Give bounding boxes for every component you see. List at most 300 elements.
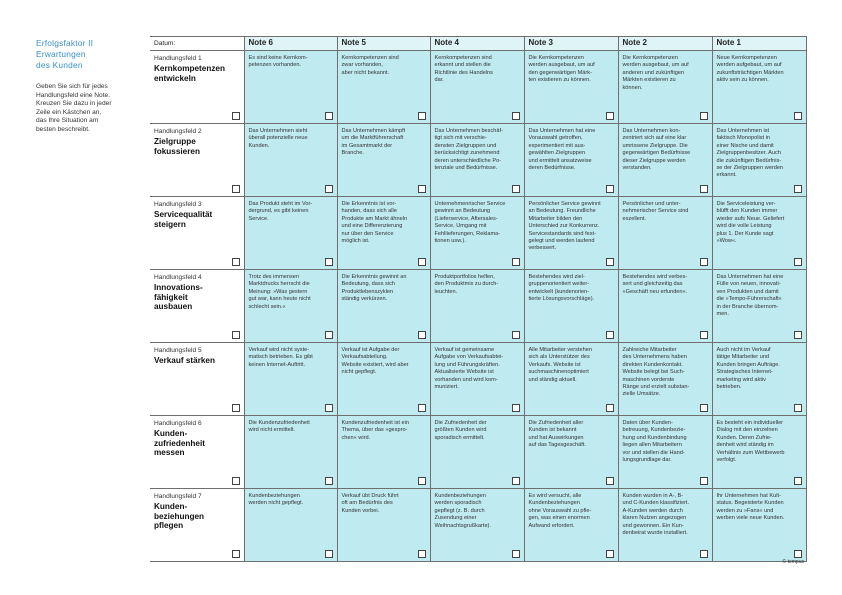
checkbox[interactable] — [606, 477, 614, 485]
grade-description-line: direkten Kundenkontakt. — [622, 361, 683, 368]
grade-description-line: werden ausgebaut, um auf — [528, 62, 595, 69]
checkbox[interactable] — [700, 112, 708, 120]
field-name-line: steigern — [154, 219, 186, 229]
grade-description-cell[interactable] — [244, 343, 337, 416]
grade-description-cell[interactable] — [244, 270, 337, 343]
grade-description-line: Die Serviceleistung ver- — [716, 201, 776, 207]
grade-description-cell[interactable] — [337, 343, 430, 416]
grade-description-cell[interactable] — [337, 124, 430, 197]
grade-description-line: tionen usw.). — [434, 238, 466, 245]
grade-description-line: »Wow«. — [716, 238, 737, 245]
grade-description — [529, 201, 614, 253]
grade-description — [623, 201, 708, 223]
checkbox[interactable] — [418, 185, 426, 193]
checkbox[interactable] — [232, 404, 240, 412]
grade-description-line: zwar vorhanden, — [341, 62, 383, 69]
field-name — [154, 283, 240, 312]
grade-description-line: plus 1. Der Kunde sagt — [716, 230, 774, 237]
grade-description-cell[interactable] — [430, 416, 524, 489]
grade-description-cell[interactable] — [430, 51, 524, 124]
grade-description-cell[interactable] — [244, 124, 337, 197]
grade-description — [342, 493, 426, 515]
grade-description-line: Meinung: »Was gestern — [248, 288, 308, 295]
grade-description-line: größten Kunden wird — [434, 427, 487, 434]
grade-description-line: deren unterschiedliche Po- — [434, 157, 502, 164]
checkbox[interactable] — [606, 185, 614, 193]
grade-description — [435, 128, 520, 172]
grade-header: Note 2 — [618, 37, 712, 51]
grade-description-line: dieser Zielgruppe werden — [622, 157, 686, 164]
grade-description-line: Das Unternehmen sieht — [248, 128, 308, 134]
grade-description-line: Dialog mit den einzelnen — [716, 427, 778, 434]
sidebar — [36, 38, 144, 135]
grade-description-cell[interactable] — [244, 51, 337, 124]
checkbox[interactable] — [794, 404, 802, 412]
checkbox[interactable] — [794, 258, 802, 266]
grade-description-line: tigt sich mit verschie- — [434, 135, 487, 142]
checkbox[interactable] — [325, 258, 333, 266]
checkbox[interactable] — [325, 477, 333, 485]
grade-description-line: Verkauf ist Aufgabe der — [341, 347, 400, 353]
grade-description-line: denheit wird ständig im — [716, 442, 774, 449]
grade-description-line: Die Zufriedenheit aller — [528, 420, 584, 426]
checkbox[interactable] — [700, 404, 708, 412]
grade-description-line: maschinen vorderste — [622, 376, 675, 383]
grade-description-cell[interactable] — [712, 51, 806, 124]
field-name — [154, 137, 240, 156]
checkbox[interactable] — [700, 185, 708, 193]
grade-description-line: muniziert. — [434, 384, 459, 391]
grade-description — [529, 493, 614, 530]
grade-description-line: handen, dass sich alle — [341, 208, 397, 215]
checkbox[interactable] — [700, 477, 708, 485]
checkbox[interactable] — [794, 477, 802, 485]
grade-description-line: matisch betrieben. Es gibt — [248, 354, 313, 361]
field-cell — [150, 51, 244, 124]
grade-description-line: Das Unternehmen ist — [716, 128, 770, 134]
field-cell — [150, 489, 244, 562]
page-title-line: Erwartungen — [36, 49, 86, 59]
grade-description-line: Es wird versucht, alle — [528, 493, 582, 499]
grade-description-line: Trotz des immensen — [248, 274, 299, 280]
checkbox[interactable] — [606, 258, 614, 266]
checkbox[interactable] — [606, 404, 614, 412]
checkbox[interactable] — [325, 404, 333, 412]
grade-description-line: Auch nicht im Verkauf — [716, 347, 771, 353]
grade-description-line: Kundenbeziehungen — [248, 493, 300, 499]
instructions-line: Zeile ein Kästchen an, — [36, 108, 102, 116]
grade-description-cell[interactable] — [712, 343, 806, 416]
checkbox[interactable] — [512, 185, 520, 193]
page-title — [36, 38, 144, 71]
grade-description-line: die »Tempo-Führerschaft« — [716, 296, 782, 303]
grade-description-cell[interactable] — [524, 270, 618, 343]
grade-description-cell[interactable] — [337, 416, 430, 489]
checkbox[interactable] — [606, 331, 614, 339]
field-name — [154, 356, 240, 366]
grade-description — [249, 274, 333, 311]
grade-description-line: überall potenzielle neue — [248, 135, 308, 142]
grade-description-line: wird die volle Leistung — [716, 223, 772, 230]
checkbox[interactable] — [700, 258, 708, 266]
grade-description-line: exzellent. — [622, 215, 647, 222]
checkbox[interactable] — [232, 185, 240, 193]
checkbox[interactable] — [418, 404, 426, 412]
grade-description-line: status. Begeisterte Kunden — [716, 500, 784, 507]
grade-description-line: Kunden wurden in A-, B- — [622, 493, 684, 499]
grade-description-line: Kunden. — [248, 142, 270, 149]
table-row — [150, 489, 806, 562]
grade-description-line: tierte Lösungsvorschläge). — [528, 296, 595, 303]
grade-header: Note 4 — [430, 37, 524, 51]
grade-description-line: petenzen vorhanden. — [248, 62, 302, 69]
grade-header: Note 3 — [524, 37, 618, 51]
grade-description-cell[interactable] — [712, 270, 806, 343]
checkbox[interactable] — [512, 112, 520, 120]
grade-description-line: se der Zielgruppen werden — [716, 165, 784, 172]
checkbox[interactable] — [512, 477, 520, 485]
checkbox[interactable] — [325, 550, 333, 558]
grade-description — [249, 493, 333, 508]
grade-description — [717, 347, 802, 391]
checkbox[interactable] — [512, 550, 520, 558]
grade-description-line: wird nicht ermittelt. — [248, 427, 296, 434]
grade-description-line: und ermittelt ansatzweise — [528, 157, 592, 164]
rating-table — [150, 36, 807, 562]
grade-description — [717, 420, 802, 464]
grade-description — [623, 420, 708, 464]
field-name-line: Kunden- — [154, 502, 188, 511]
grade-description-line: die zukünftigen Bedürfnis- — [716, 157, 782, 164]
grade-description-line: ohne Vorauswahl zu pfle- — [528, 507, 592, 514]
grade-description-line: Das Unternehmen hat eine — [528, 128, 596, 134]
grade-description-cell[interactable] — [712, 197, 806, 270]
checkbox[interactable] — [232, 331, 240, 339]
grade-description-line: werden sporadisch — [434, 500, 482, 507]
grade-description-cell[interactable] — [712, 416, 806, 489]
grade-description-line: Das Unternehmen kon- — [622, 128, 681, 134]
grade-description-line: gelegt und werden laufend — [528, 238, 595, 245]
field-cell — [150, 416, 244, 489]
grade-description-line: Kundenzufriedenheit ist ein — [341, 420, 409, 426]
grade-description-line: »Geschäft neu erfunden«. — [622, 288, 688, 295]
grade-description-line: Verkauf übt Druck führt — [341, 493, 399, 499]
grade-description-cell[interactable] — [244, 489, 337, 562]
grade-description-line: denbeirat wurde installiert. — [622, 530, 688, 537]
grade-description-cell[interactable] — [430, 343, 524, 416]
grade-description-line: verstanden. — [622, 165, 652, 172]
grade-description-line: werden zu »Fans« und — [716, 507, 774, 514]
grade-description-cell[interactable] — [618, 489, 712, 562]
grade-description-cell[interactable] — [524, 343, 618, 416]
checkbox[interactable] — [232, 112, 240, 120]
grade-description-line: Es sind keine Kernkom- — [248, 55, 308, 61]
grade-description-cell[interactable] — [524, 197, 618, 270]
grade-description-line: Produktportfolios helfen, — [434, 274, 495, 280]
grade-description-line: Ränge und erzielt substan- — [622, 384, 690, 391]
grade-description-line: des Unternehmens haben — [622, 354, 687, 361]
checkbox[interactable] — [418, 112, 426, 120]
grade-description-line: berücksichtigt zunehmend — [434, 150, 500, 157]
grade-description-line: ven Produkten und damit — [716, 288, 779, 295]
checkbox[interactable] — [418, 550, 426, 558]
grade-description-line: Kunden. Deren Zufrie- — [716, 434, 772, 441]
grade-description — [435, 420, 520, 442]
grade-description-line: Website belegt bei Such- — [622, 369, 685, 376]
field-name-line: Innovations- — [154, 283, 203, 292]
instructions-line: Handlungsfeld eine Note. — [36, 91, 111, 99]
grade-description-cell[interactable] — [524, 489, 618, 562]
checkbox[interactable] — [700, 550, 708, 558]
grade-description-line: Produkte am Markt ähneln — [341, 215, 408, 222]
grade-description-line: Aufgabe von Verkaufsabtei- — [434, 354, 504, 361]
grade-description-cell[interactable] — [430, 124, 524, 197]
field-name-line: fähigkeit — [154, 292, 188, 302]
checkbox[interactable] — [232, 258, 240, 266]
grade-description-cell[interactable] — [430, 489, 524, 562]
grade-description-line: nur über den Service — [341, 230, 394, 237]
field-label: Handlungsfeld 1 — [154, 55, 202, 62]
page-title-line: des Kunden — [36, 60, 83, 70]
grade-description-cell[interactable] — [524, 124, 618, 197]
field-name — [154, 502, 240, 531]
grade-description-line: werden ausgebaut, um auf — [622, 62, 689, 69]
table-row — [150, 197, 806, 270]
checkbox[interactable] — [794, 331, 802, 339]
field-name-line: Kunden- — [154, 429, 188, 438]
grade-description-line: gewinnt an Bedeutung — [434, 208, 491, 215]
grade-description-line: in der Branche übernom- — [716, 303, 779, 310]
grade-description-line: und gewonnen. Ein Kun- — [622, 522, 684, 529]
grade-header: Note 1 — [712, 37, 806, 51]
field-label: Handlungsfeld 4 — [154, 274, 202, 281]
grade-description — [435, 201, 520, 245]
checkbox[interactable] — [418, 258, 426, 266]
grade-description-line: betrieben. — [716, 384, 742, 391]
grade-description — [342, 201, 426, 245]
field-name-line: pflegen — [154, 521, 184, 531]
grade-description-cell[interactable] — [524, 51, 618, 124]
checkbox[interactable] — [325, 331, 333, 339]
grade-description-line: Die Kernkompetenzen — [528, 55, 584, 61]
table-body — [150, 51, 806, 562]
grade-description-line: Die Erkenntnis ist vor- — [341, 201, 397, 207]
grade-description-line: und hat Auswirkungen — [528, 434, 584, 441]
grade-description-line: Verkaufs. Website ist — [528, 361, 581, 368]
grade-description-cell[interactable] — [618, 124, 712, 197]
grade-description-line: gut war, kann heute nicht — [248, 296, 311, 303]
grade-description — [529, 420, 614, 450]
grade-description-line: klaren Nutzen angezogen — [622, 515, 687, 522]
grade-description-line: Zielgruppenbesitzer. Auch — [716, 150, 781, 157]
grade-description-line: schlecht sein.« — [248, 303, 286, 310]
field-name — [154, 64, 240, 83]
grade-description-line: aktiv sein zu können. — [716, 77, 769, 84]
grade-description-line: Persönlicher Service gewinnt — [528, 201, 601, 207]
checkbox[interactable] — [418, 477, 426, 485]
field-label: Handlungsfeld 2 — [154, 128, 202, 135]
checkbox[interactable] — [418, 331, 426, 339]
grade-description — [717, 493, 802, 523]
grade-description-line: Kunden vorbei. — [341, 507, 380, 514]
grade-description-line: wieder aufs Neue. Geliefert — [716, 215, 785, 222]
checkbox[interactable] — [512, 331, 520, 339]
grade-description-cell[interactable] — [430, 270, 524, 343]
field-cell — [150, 270, 244, 343]
grade-description — [342, 128, 426, 158]
checkbox[interactable] — [794, 112, 802, 120]
grade-description-line: anderen und zukünftigen — [622, 69, 685, 76]
grade-description-line: Kunden bringen Aufträge. — [716, 361, 780, 368]
grade-description-cell[interactable] — [618, 343, 712, 416]
grade-description-line: werben viele neue Kunden. — [716, 515, 785, 522]
grade-description-cell[interactable] — [618, 51, 712, 124]
checkbox[interactable] — [794, 550, 802, 558]
checkbox[interactable] — [512, 258, 520, 266]
grade-description-cell[interactable] — [244, 416, 337, 489]
grade-description — [623, 347, 708, 399]
grade-description-line: Zahlreiche Mitarbeiter — [622, 347, 677, 353]
grade-description-line: Verkauf wird nicht syste- — [248, 347, 310, 353]
grade-description-line: gepflegt (z. B. durch — [434, 507, 485, 514]
field-name-line: fokussieren — [154, 146, 200, 156]
grade-description-line: vor und stellen die Hand- — [622, 449, 685, 456]
grade-description-line: gen, was einen enormen — [528, 515, 590, 522]
grade-description-cell[interactable] — [618, 197, 712, 270]
checkbox[interactable] — [325, 185, 333, 193]
grade-description-line: Kernkompetenzen sind — [341, 55, 399, 61]
field-name-line: beziehungen — [154, 511, 205, 521]
grade-description-line: Das Unternehmen hat eine — [716, 274, 784, 280]
field-name — [154, 210, 240, 229]
instructions-line: das Ihre Situation am — [36, 117, 99, 125]
grade-description-line: Die Kernkompetenzen — [622, 55, 678, 61]
grade-description-line: um die Marktführerschaft — [341, 135, 404, 142]
grade-description-line: suchmaschinenoptimiert — [528, 369, 589, 376]
grade-description-line: ständig verkürzen. — [341, 296, 388, 303]
grade-description-cell[interactable] — [337, 489, 430, 562]
grade-description-cell[interactable] — [618, 416, 712, 489]
field-name-line: Servicequalität — [154, 210, 213, 219]
grade-description-line: faktisch Monopolist in — [716, 135, 770, 142]
checkbox[interactable] — [794, 185, 802, 193]
grade-description-line: Märkten existieren zu — [622, 77, 676, 84]
grade-description-line: Unterschied zur Konkurrenz. — [528, 223, 600, 230]
grade-description-line: tenziale und Bedürfnisse. — [434, 165, 498, 172]
field-label: Handlungsfeld 3 — [154, 201, 202, 208]
checkbox[interactable] — [512, 404, 520, 412]
page-title-line: Erfolgsfaktor II — [36, 38, 94, 48]
grade-description-line: an Bedeutung. Freundliche — [528, 208, 596, 215]
table-row — [150, 124, 806, 197]
grade-description-line: A-Kunden werden durch — [622, 507, 683, 514]
grade-description-line: Das Unternehmen kämpft — [341, 128, 406, 134]
grade-description-line: zukunftsträchtigen Märkten — [716, 69, 784, 76]
grade-description-line: Persönlicher und unter- — [622, 201, 681, 207]
field-cell — [150, 197, 244, 270]
grade-description-line: den gegenwärtigen Märk- — [528, 69, 592, 76]
grade-description-line: Das Unternehmen beschäf- — [434, 128, 503, 134]
checkbox[interactable] — [325, 112, 333, 120]
grade-description-line: Produktlebenszyklen — [341, 288, 394, 295]
grade-description-line: gruppenorientiert weiter- — [528, 281, 590, 288]
field-name-line: entwickeln — [154, 73, 196, 83]
grade-description-line: hung und Kundenbindung — [622, 434, 687, 441]
grade-description-line: Verkaufsabteilung. — [341, 354, 388, 361]
grade-description-line: erkannt und stellen die — [434, 62, 491, 69]
grade-description-line: blüfft den Kunden immer — [716, 208, 778, 215]
date-label: Datum: — [150, 37, 244, 51]
grade-description-line: Verkauf ist gemeinsame — [434, 347, 495, 353]
grade-description-line: ten existieren zu können. — [528, 77, 591, 84]
grade-description-line: im Gesamtmarkt der — [341, 142, 393, 149]
field-name-line: messen — [154, 448, 185, 458]
grade-description-cell[interactable] — [618, 270, 712, 343]
field-name-line: Verkauf stärken — [154, 356, 215, 365]
grade-description-line: nicht gepflegt. — [341, 369, 377, 376]
grade-description-line: Kunden ist bekannt — [528, 427, 577, 434]
grade-description-line: zielle Umsätze. — [622, 391, 661, 398]
field-name-line: zufriedenheit — [154, 438, 205, 448]
grade-description-line: Bestehendes wird verbes- — [622, 274, 688, 280]
grade-description-line: experimentiert mit aus- — [528, 142, 586, 149]
grade-description-line: lung und Führungskräften. — [434, 361, 500, 368]
grade-description-line: betreuung, Kundenbezie- — [622, 427, 686, 434]
checkbox[interactable] — [606, 112, 614, 120]
grade-description — [529, 128, 614, 172]
grade-description-line: werden nicht gepflegt. — [248, 500, 304, 507]
grade-description-line: können. — [622, 84, 643, 91]
grade-description-cell[interactable] — [244, 197, 337, 270]
grade-description-cell[interactable] — [524, 416, 618, 489]
field-label: Handlungsfeld 7 — [154, 493, 202, 500]
grade-description-line: und C-Kunden klassifiziert. — [622, 500, 690, 507]
grade-description-cell[interactable] — [712, 489, 806, 562]
checkbox[interactable] — [232, 550, 240, 558]
grade-description-line: marketing wird aktiv — [716, 376, 766, 383]
grade-description-line: Vorauswahl getroffen, — [528, 135, 583, 142]
checkbox[interactable] — [700, 331, 708, 339]
grade-description — [249, 128, 333, 150]
checkbox[interactable] — [606, 550, 614, 558]
grade-description-cell[interactable] — [337, 51, 430, 124]
grade-description-line: Verhältnis zum Wettbewerb — [716, 449, 785, 456]
grade-description-line: Thema, über das »gespro- — [341, 427, 408, 434]
table-row — [150, 270, 806, 343]
grade-description-cell[interactable] — [337, 270, 430, 343]
grade-description — [249, 55, 333, 70]
table-row — [150, 343, 806, 416]
grade-description-line: Fehllieferungen, Reklama- — [434, 230, 501, 237]
grade-description-line: keinen Internet-Auftritt. — [248, 361, 306, 368]
grade-description-line: Service, Umgang mit — [434, 223, 487, 230]
grade-description-line: Unternehmenrischer Service — [434, 201, 506, 207]
grade-description-line: Bedeutung, dass sich — [341, 281, 395, 288]
grade-description-cell[interactable] — [337, 197, 430, 270]
grade-description-line: Kundenbeziehungen — [434, 493, 486, 499]
grade-description-line: Aktualisierte Website ist — [434, 369, 494, 376]
field-cell — [150, 343, 244, 416]
grade-description-line: gegenwärtigen Bedürfnisse — [622, 150, 691, 157]
grade-description-cell[interactable] — [430, 197, 524, 270]
grade-description-cell[interactable] — [712, 124, 806, 197]
grade-description-line: Mitarbeiter bilden den — [528, 215, 583, 222]
grade-description-line: verfolgt. — [716, 457, 737, 464]
grade-description-line: sporadisch ermittelt. — [434, 434, 485, 441]
grade-description — [717, 274, 802, 318]
checkbox[interactable] — [232, 477, 240, 485]
grade-description-line: und ständig aktuell. — [528, 376, 577, 383]
